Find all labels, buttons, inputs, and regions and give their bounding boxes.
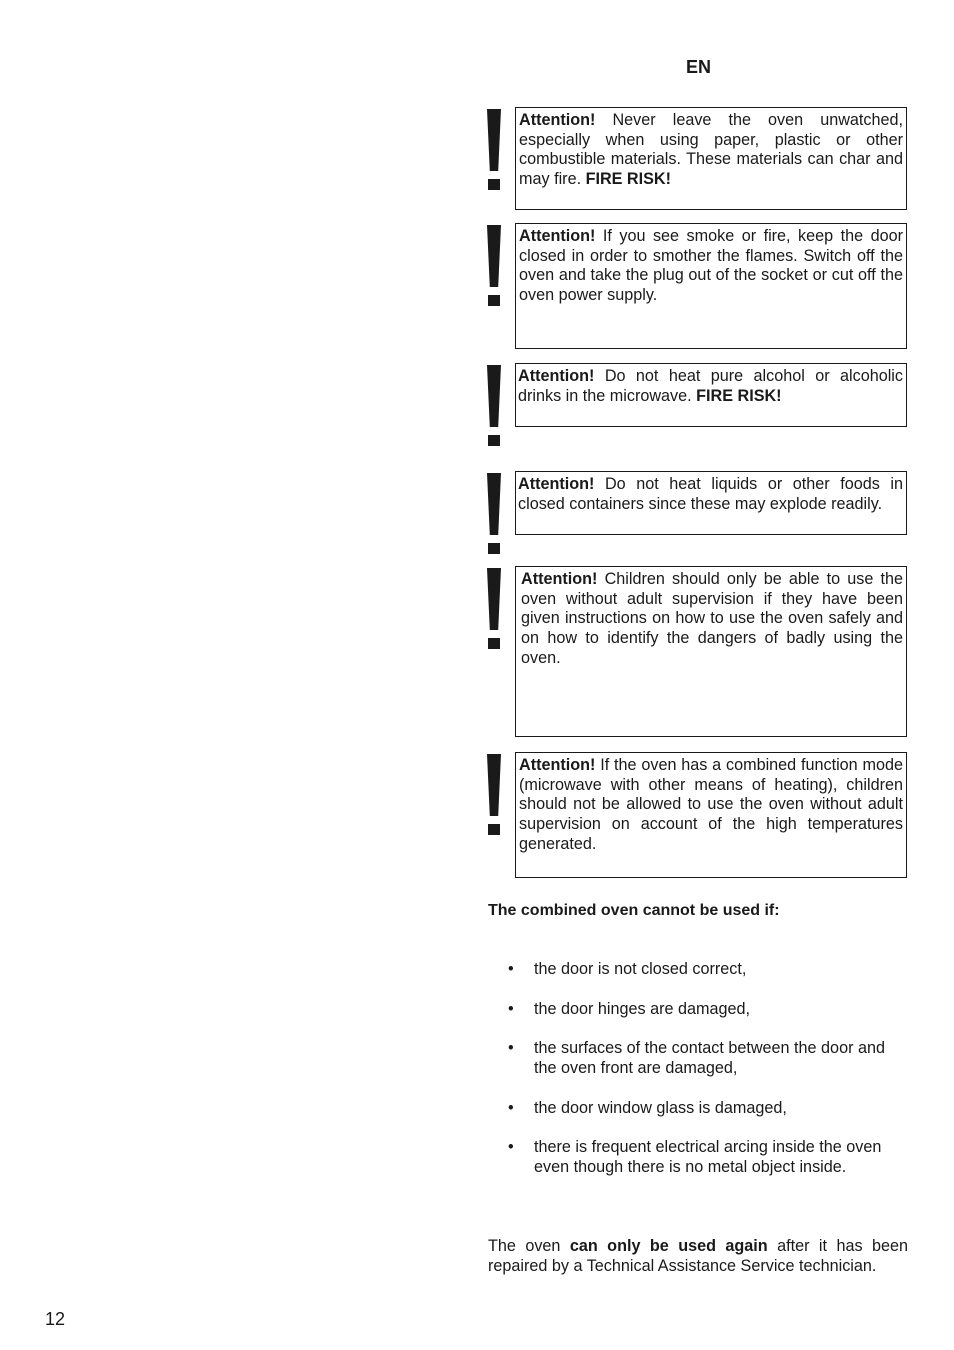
conditions-title: The combined oven cannot be used if: xyxy=(488,902,780,919)
page-number: 12 xyxy=(45,1309,66,1329)
warning-box-5 xyxy=(515,566,907,737)
warning-label: Attention! xyxy=(519,756,596,774)
warning-box-3 xyxy=(515,363,907,427)
warning-label: Attention! xyxy=(519,227,596,245)
warning-label: Attention! xyxy=(521,570,598,588)
list-item-text: the door hinges are damaged, xyxy=(534,1000,750,1018)
warning-text: Never leave the oven unwatched, especially when using paper, plastic or other combustible materials. These materials can char and may fire. xyxy=(519,111,903,189)
bullet: • xyxy=(508,1138,514,1156)
warning-box-4 xyxy=(515,471,907,535)
list-item xyxy=(508,1000,910,1020)
closing-emphasis: can only be used again xyxy=(569,1237,768,1255)
warning-emphasis: FIRE RISK! xyxy=(585,170,671,189)
warning-emphasis: FIRE RISK! xyxy=(696,386,782,405)
list-item xyxy=(508,1138,910,1177)
warning-box-2 xyxy=(515,223,907,349)
list-item xyxy=(508,1039,910,1078)
warning-label: Attention! xyxy=(518,475,595,493)
warning-label: Attention! xyxy=(519,111,596,129)
warning-text: Children should only be able to use the oven without adult supervision if they have been given instructions on how to use the oven safely and on how to identify the dangers of badly using the oven. xyxy=(521,570,903,667)
bullet: • xyxy=(508,1000,514,1018)
warning-box-6 xyxy=(515,752,907,878)
warning-text: If the oven has a combined function mode (microwave with other means of heating), children should not be allowed to use the oven without adult supervision on account of the high temperatures generated. xyxy=(519,756,903,853)
bullet: • xyxy=(508,1099,514,1117)
closing-text: The oven xyxy=(488,1237,570,1255)
language-label: EN xyxy=(686,57,712,77)
list-item-text: the door window glass is damaged, xyxy=(534,1099,787,1117)
warning-label: Attention! xyxy=(518,367,595,385)
list-item-text: there is frequent electrical arcing inside the oven even though there is no metal object inside. xyxy=(534,1138,882,1176)
bullet: • xyxy=(508,960,514,978)
bullet: • xyxy=(508,1039,514,1057)
list-item-text: the surfaces of the contact between the door and the oven front are damaged, xyxy=(534,1039,885,1077)
warning-box-1 xyxy=(515,107,907,210)
list-item-text: the door is not closed correct, xyxy=(534,960,747,978)
list-item xyxy=(508,1099,910,1119)
warning-text: Do not heat liquids or other foods in closed containers since these may explode readily. xyxy=(518,475,903,513)
closing-paragraph xyxy=(488,1237,908,1276)
list-item xyxy=(508,960,910,980)
closing-text: after it has been repaired by a Technical Assistance Service technician. xyxy=(488,1237,908,1275)
warning-text: If you see smoke or fire, keep the door closed in order to smother the flames. Switch off the oven and take the plug out of the socket or cut off the oven power supply. xyxy=(519,227,903,305)
warning-text: Do not heat pure alcohol or alcoholic drinks in the microwave. xyxy=(518,367,903,405)
